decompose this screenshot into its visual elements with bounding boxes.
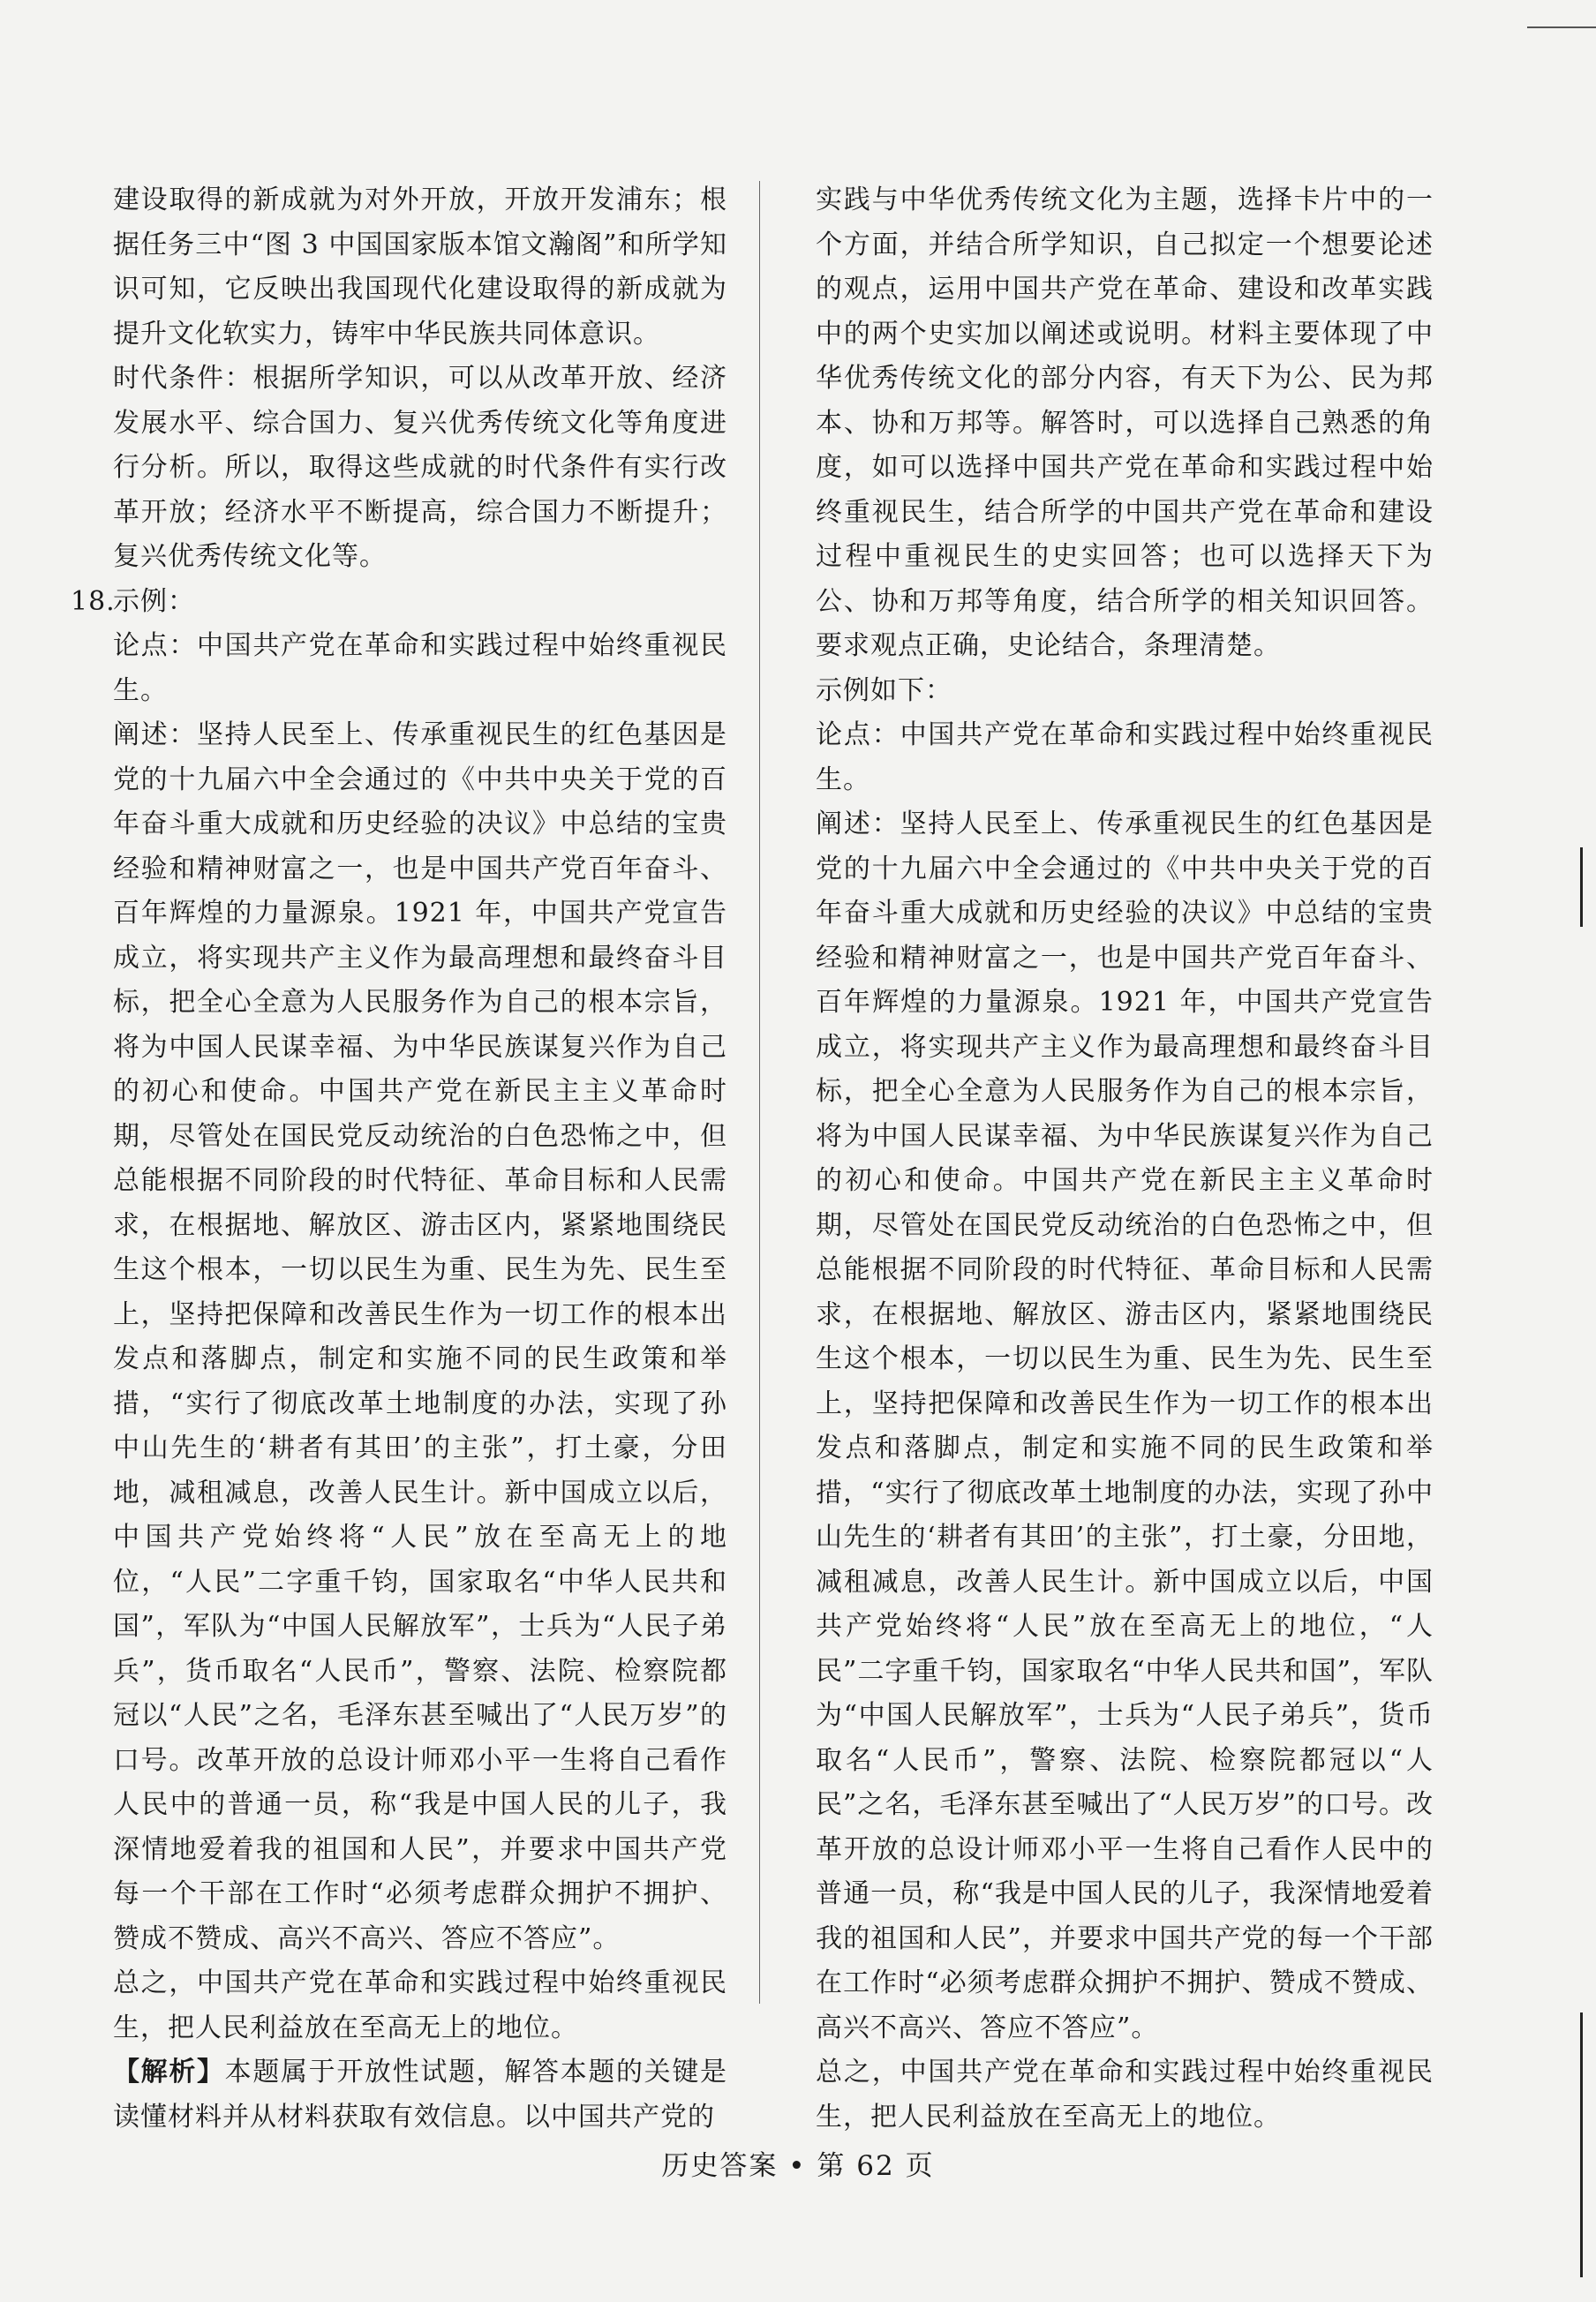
conclusion-paragraph: 总之，中国共产党在革命和实践过程中始终重视民生，把人民利益放在至高无上的地位。 [113,1967,727,2043]
argument-paragraph: 阐述：坚持人民至上、传承重视民生的红色基因是党的十九届六中全会通过的《中共中央关于党的百年奋斗重大成就和历史经验的决议》中总结的宝贵经验和精神财富之一，也是中国共产党百年奋斗、百年辉煌的力量源泉。1921 年，中国共产党宣告成立，将实现共产主义作为最高理想和最终奋斗目标，把全心全意为人民服务作为自己的根本宗旨，将为中国人民谋幸福、为中华民族谋复兴作为自己的初心和使命。中国共产党在新民主主义革命时期，尽管处在国民党反动统治的白色恐怖之中，但总能根据不同阶段的时代特征、革命目标和人民需求，在根据地、解放区、游击区内，紧紧地围绕民生这个根本，一切以民生为重、民生为先、民生至上，坚持把保障和改善民生作为一切工作的根本出发点和落脚点，制定和实施不同的民生政策和举措，“实行了彻底改革土地制度的办法，实现了孙中山先生的‘耕者有其田’的主张”，打土豪，分田地，减租减息，改善人民生计。新中国成立以后，中国共产党始终将“人民”放在至高无上的地位，“人民”二字重千钧，国家取名“中华人民共和国”，军队为“中国人民解放军”，士兵为“人民子弟兵”，货币取名“人民币”，警察、法院、检察院都冠以“人民”之名，毛泽东甚至喊出了“人民万岁”的口号。改革开放的总设计师邓小平一生将自己看作人民中的普通一员，称“我是中国人民的儿子，我深情地爱着我的祖国和人民”，并要求中国共产党的每一个干部在工作时“必须考虑群众拥护不拥护、赞成不赞成、高兴不高兴、答应不答应”。 [816,809,1434,2043]
analysis-text: 本题属于开放性试题，解答本题的关键是读懂材料并从材料获取有效信息。以中国共产党的 [113,2057,728,2133]
top-edge-rule [1527,26,1596,28]
left-column [71,178,728,2140]
column-divider [759,181,760,2004]
example-intro: 示例如下： [816,674,952,706]
analysis-paragraph [113,2050,727,2140]
question-18-block [71,580,727,625]
scan-edge-mark [1580,847,1583,927]
thesis-paragraph: 论点：中国共产党在革命和实践过程中始终重视民生。 [816,719,1434,795]
page-footer: 历史答案 • 第 62 页 [661,2150,935,2182]
analysis-continuation: 实践与中华优秀传统文化为主题，选择卡片中的一个方面，并结合所学知识，自己拟定一个想要论述的观点，运用中国共产党在革命、建设和改革实践中的两个史实加以阐述或说明。材料主要体现了中华优秀传统文化的部分内容，有天下为公、民为邦本、协和万邦等。解答时，可以选择自己熟悉的角度，如可以选择中国共产党在革命和实践过程中始终重视民生，结合所学的中国共产党在革命和建设过程中重视民生的史实回答；也可以选择天下为公、协和万邦等角度，结合所学的相关知识回答。要求观点正确，史论结合，条理清楚。 [816,184,1434,661]
conclusion-paragraph: 总之，中国共产党在革命和实践过程中始终重视民生，把人民利益放在至高无上的地位。 [816,2057,1434,2133]
question-number: 18. [71,585,116,617]
continuation-paragraph: 建设取得的新成就为对外开放，开放开发浦东；根据任务三中“图 3 中国国家版本馆文瀚阁”和所学知识可知，它反映出我国现代化建设取得的新成就为提升文化软实力，铸牢中华民族共同体意识。 [113,184,727,350]
time-conditions-paragraph: 时代条件：根据所学知识，可以从改革开放、经济发展水平、综合国力、复兴优秀传统文化等角度进行分析。所以，取得这些成就的时代条件有实行改革开放；经济水平不断提高，综合国力不断提升；复兴优秀传统文化等。 [113,363,727,572]
right-column [816,178,1434,2140]
analysis-label: 【解析】 [113,2057,225,2088]
thesis-paragraph: 论点：中国共产党在革命和实践过程中始终重视民生。 [113,630,727,706]
argument-paragraph: 阐述：坚持人民至上、传承重视民生的红色基因是党的十九届六中全会通过的《中共中央关于党的百年奋斗重大成就和历史经验的决议》中总结的宝贵经验和精神财富之一，也是中国共产党百年奋斗、百年辉煌的力量源泉。1921 年，中国共产党宣告成立，将实现共产主义作为最高理想和最终奋斗目标，把全心全意为人民服务作为自己的根本宗旨，将为中国人民谋幸福、为中华民族谋复兴作为自己的初心和使命。中国共产党在新民主主义革命时期，尽管处在国民党反动统治的白色恐怖之中，但总能根据不同阶段的时代特征、革命目标和人民需求，在根据地、解放区、游击区内，紧紧地围绕民生这个根本，一切以民生为重、民生为先、民生至上，坚持把保障和改善民生作为一切工作的根本出发点和落脚点，制定和实施不同的民生政策和举措，“实行了彻底改革土地制度的办法，实现了孙中山先生的‘耕者有其田’的主张”，打土豪，分田地，减租减息，改善人民生计。新中国成立以后，中国共产党始终将“人民”放在至高无上的地位，“人民”二字重千钧，国家取名“中华人民共和国”，军队为“中国人民解放军”，士兵为“人民子弟兵”，货币取名“人民币”，警察、法院、检察院都冠以“人民”之名，毛泽东甚至喊出了“人民万岁”的口号。改革开放的总设计师邓小平一生将自己看作人民中的普通一员，称“我是中国人民的儿子，我深情地爱着我的祖国和人民”，并要求中国共产党每一个干部在工作时“必须考虑群众拥护不拥护、赞成不赞成、高兴不高兴、答应不答应”。 [113,719,727,1954]
example-label: 示例： [113,585,195,617]
